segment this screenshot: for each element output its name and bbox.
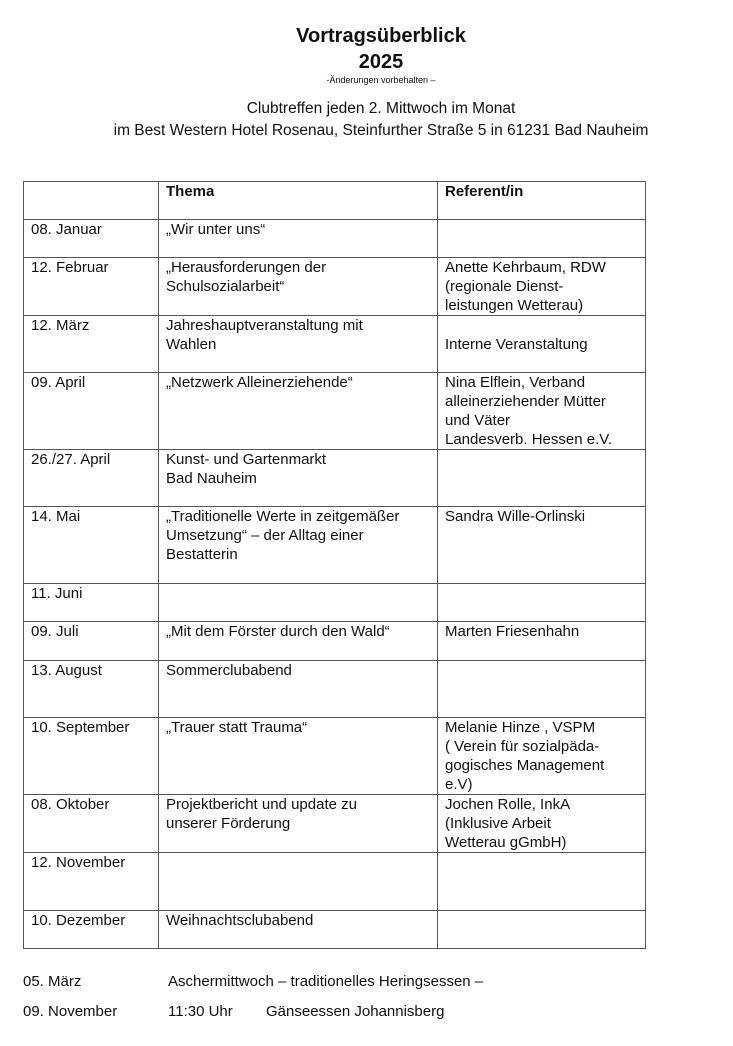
table-row — [24, 853, 646, 911]
footer-event-text: Gänseessen Johannisberg — [266, 1003, 445, 1020]
row-date: 08. Januar — [24, 220, 159, 258]
row-topic: „Netzwerk Alleinerziehende“ — [159, 373, 438, 450]
row-date: 10. September — [24, 718, 159, 795]
table-row — [24, 911, 646, 949]
table-row — [24, 795, 646, 853]
column-header-topic: Thema — [159, 182, 438, 220]
row-topic: Projektbericht und update zu unserer Förderung — [159, 795, 438, 853]
footer-event-time: 11:30 Uhr — [168, 1003, 233, 1020]
schedule-table — [23, 181, 646, 949]
row-speaker: Jochen Rolle, InkA (Inklusive Arbeit Wetterau gGmbH) — [438, 795, 646, 853]
table-row — [24, 718, 646, 795]
row-speaker — [438, 661, 646, 718]
row-speaker — [438, 220, 646, 258]
row-speaker — [438, 853, 646, 911]
row-topic: Sommerclubabend — [159, 661, 438, 718]
row-speaker — [438, 911, 646, 949]
row-date: 13. August — [24, 661, 159, 718]
row-topic: Kunst- und Gartenmarkt Bad Nauheim — [159, 450, 438, 507]
table-header-row — [24, 182, 646, 220]
row-date: 09. Juli — [24, 622, 159, 661]
table-row — [24, 661, 646, 718]
footer-event-date: 05. März — [23, 973, 82, 990]
row-date: 26./27. April — [24, 450, 159, 507]
table-row — [24, 507, 646, 584]
row-topic: „Trauer statt Trauma“ — [159, 718, 438, 795]
row-topic: Weihnachtsclubabend — [159, 911, 438, 949]
row-topic — [159, 584, 438, 622]
row-topic: „Wir unter uns“ — [159, 220, 438, 258]
row-speaker: Interne Veranstaltung — [438, 316, 646, 373]
table-row — [24, 622, 646, 661]
row-date: 09. April — [24, 373, 159, 450]
row-date: 12. März — [24, 316, 159, 373]
table-row — [24, 373, 646, 450]
column-header-date — [24, 182, 159, 220]
footer-event-date: 09. November — [23, 1003, 118, 1020]
table-row — [24, 220, 646, 258]
row-date: 10. Dezember — [24, 911, 159, 949]
row-speaker — [438, 584, 646, 622]
row-date: 08. Oktober — [24, 795, 159, 853]
row-topic: „Traditionelle Werte in zeitgemäßer Umsetzung“ – der Alltag einer Bestatterin — [159, 507, 438, 584]
row-speaker: Melanie Hinze , VSPM ( Verein für sozialpäda- gogisches Management e.V) — [438, 718, 646, 795]
row-date: 12. Februar — [24, 258, 159, 316]
changes-note: -Änderungen vorbehalten – — [326, 75, 436, 85]
table-row — [24, 450, 646, 507]
row-speaker: Marten Friesenhahn — [438, 622, 646, 661]
row-topic — [159, 853, 438, 911]
intro-line-1: Clubtreffen jeden 2. Mittwoch im Monat — [246, 100, 516, 117]
row-topic: Jahreshauptveranstaltung mit Wahlen — [159, 316, 438, 373]
row-date: 12. November — [24, 853, 159, 911]
row-topic: „Mit dem Förster durch den Wald“ — [159, 622, 438, 661]
row-date: 11. Juni — [24, 584, 159, 622]
row-speaker: Nina Elflein, Verband alleinerziehender Mütter und Väter Landesverb. Hessen e.V. — [438, 373, 646, 450]
column-header-speaker: Referent/in — [438, 182, 646, 220]
row-speaker: Anette Kehrbaum, RDW (regionale Dienst- leistungen Wetterau) — [438, 258, 646, 316]
table-row — [24, 584, 646, 622]
row-speaker: Sandra Wille-Orlinski — [438, 507, 646, 584]
intro-line-2: im Best Western Hotel Rosenau, Steinfurther Straße 5 in 61231 Bad Nauheim — [113, 122, 649, 139]
table-row — [24, 258, 646, 316]
table-row — [24, 316, 646, 373]
page-year: 2025 — [358, 51, 404, 73]
footer-event-text: Aschermittwoch – traditionelles Heringsessen – — [168, 973, 484, 990]
row-speaker — [438, 450, 646, 507]
row-topic: „Herausforderungen der Schulsozialarbeit“ — [159, 258, 438, 316]
row-date: 14. Mai — [24, 507, 159, 584]
page-title: Vortragsüberblick — [296, 25, 466, 47]
